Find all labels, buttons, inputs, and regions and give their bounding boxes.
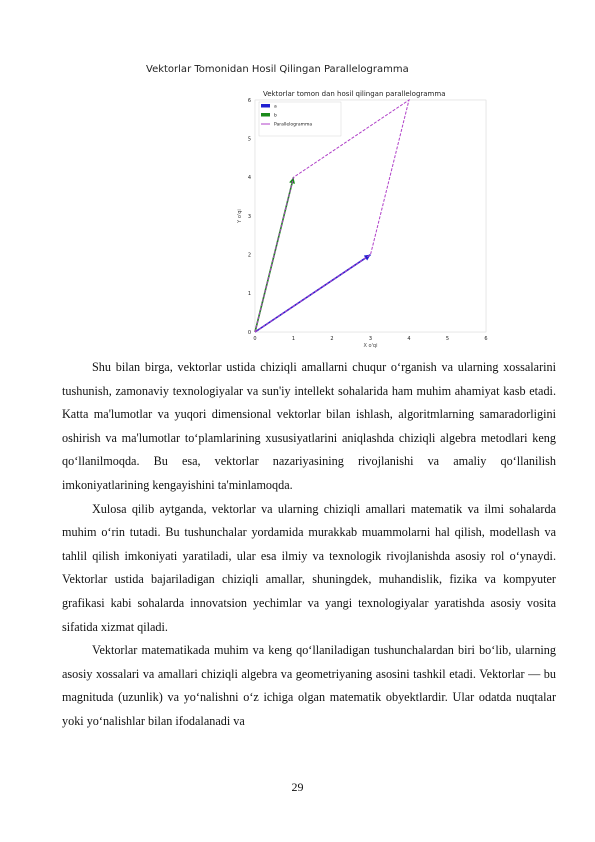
- legend-swatch: [261, 113, 270, 117]
- paragraph: Xulosa qilib aytganda, vektorlar va ularning chiziqli amallari matematik va ilmi sohalarda muhim o‘rin tutadi. Bu tushunchalar yordamida murakkab muammolarni hal qilish, modellash va tahlil qilish imkoniyati yaratiladi, ular esa ilmiy va texnologik rivojlanishda asosiy rol o‘ynaydi. Vektorlar ustida bajariladigan chiziqli amallar, shuningdek, muhandislik, fizika va kompyuter grafikasi kabi sohalarda innovatsion yechimlar va yangi texnologiyalar yaratishda asosiy vosita sifatida xizmat qiladi.: [62, 501, 556, 634]
- x-tick-label: 0: [253, 336, 257, 342]
- paragraph: Shu bilan birga, vektorlar ustida chiziqli amallarni chuqur o‘rganish va ularning xossalarini tushunish, zamonaviy texnologiyalar va sun'iy intellekt sohalarida ham muhim ahamiyat kasb etadi. Katta ma'lumotlar va yuqori dimensional vektorlar bilan ishlash, algoritmlarning samaradorligini oshirish va ma'lumotlar to‘plamlarining xususiyatlarini aniqlashda chiziqli algebra metodlari keng qo‘llanilmoqda. Bu esa, vektorlar nazariyasining rivojlanishi va amaliy qo‘llanilish imkoniyatlarining kengayishini ta'minlamoqda.: [62, 360, 556, 492]
- legend-label: a: [274, 104, 277, 110]
- legend-label: Parallelogramma: [274, 122, 313, 128]
- x-tick-label: 1: [291, 336, 296, 342]
- x-tick-label: 2: [330, 336, 334, 342]
- legend-label: b: [274, 113, 277, 119]
- x-tick-label: 3: [368, 336, 373, 342]
- y-tick-label: 4: [247, 175, 251, 182]
- parallelogram-chart: [228, 84, 498, 350]
- y-tick-label: 5: [247, 136, 251, 143]
- chart-legend: [259, 102, 341, 136]
- y-axis-label: Y o'qi: [237, 209, 243, 223]
- y-tick-label: 0: [247, 329, 251, 336]
- y-tick-label: 1: [247, 291, 251, 298]
- y-tick-label: 6: [247, 97, 251, 104]
- x-axis-label: X o'qi: [363, 343, 378, 349]
- body-text: [62, 356, 556, 734]
- y-tick-label: 2: [247, 252, 251, 259]
- y-tick-label: 3: [247, 213, 251, 220]
- x-tick-label: 4: [407, 336, 411, 342]
- paragraph: Vektorlar matematikada muhim va keng qo‘llaniladigan tushunchalardan biri bo‘lib, ularning asosiy xossalari va amallari chiziqli algebra va geometriyaning asosini tashkil etadi. Vektorlar — bu magnituda (uzunlik) va yo‘nalishni o‘z ichiga olgan matematik obyektlardir. Ular odatda nuqtalar yoki yo‘nalishlar bilan ifodalanadi va: [62, 643, 556, 728]
- legend-swatch: [261, 104, 270, 108]
- chart-title: Vektorlar tomon dan hosil qilingan parallelogramma: [263, 90, 446, 98]
- figure-title: Vektorlar Tomonidan Hosil Qilingan Parallelogramma: [146, 64, 409, 75]
- x-tick-label: 6: [484, 336, 488, 342]
- x-tick-label: 5: [445, 336, 450, 342]
- page-number: 29: [291, 780, 304, 794]
- legend-box: [259, 102, 341, 136]
